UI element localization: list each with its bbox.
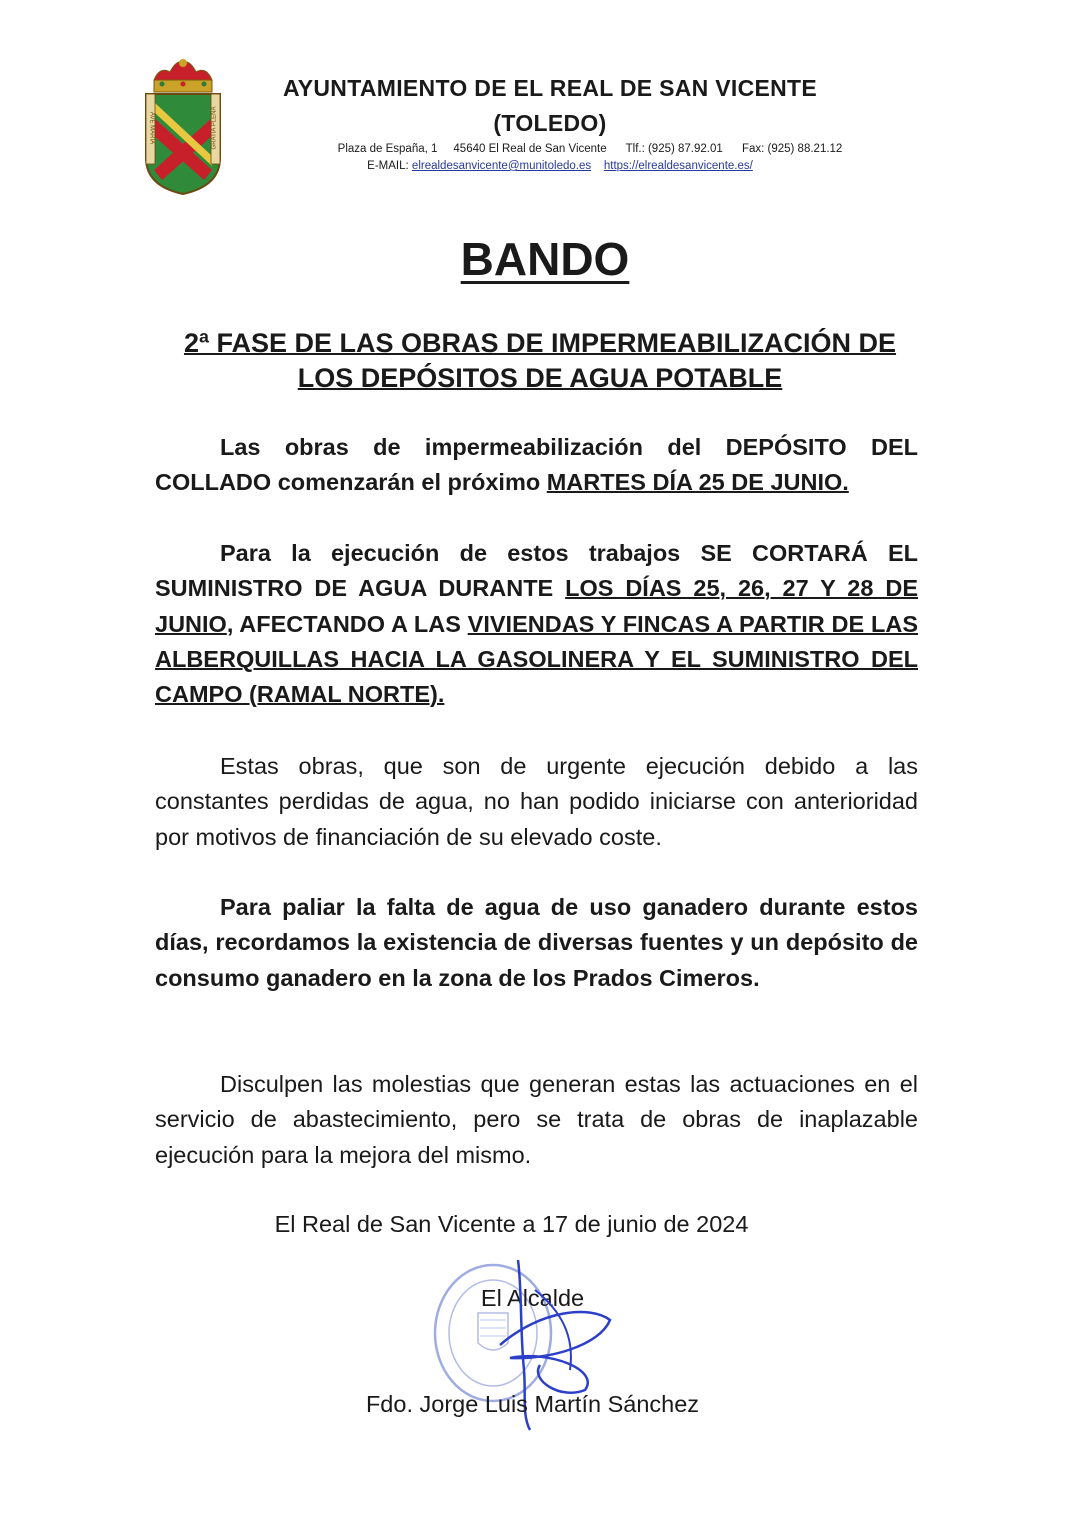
document-subtitle <box>140 326 940 396</box>
crest-text-left: AVE MARIA <box>148 111 155 145</box>
website-link[interactable]: https://elrealdesanvicente.es/ <box>603 160 753 172</box>
header-fax: Fax: (925) 88.21.12 <box>741 143 843 155</box>
p2-days: LOS DÍAS 25, 26, 27 Y 28 DE JUNIO <box>155 575 918 637</box>
paragraph-start-date <box>155 430 918 501</box>
paragraph-water-cut <box>155 536 918 712</box>
coat-of-arms-logo <box>140 58 226 198</box>
subtitle-line-1: 2ª FASE DE LAS OBRAS DE IMPERMEABILIZACIÓN DE <box>183 328 897 358</box>
header-phone: Tlf.: (925) 87.92.01 <box>625 143 723 155</box>
signer-title: El Alcalde <box>480 1285 585 1311</box>
p2-text-a: Para la ejecución de estos trabajos SE CORTARÁ EL SUMINISTRO DE AGUA DURANTE <box>155 540 918 602</box>
subtitle-line-2: LOS DEPÓSITOS DE AGUA POTABLE <box>297 363 783 393</box>
header-province: (TOLEDO) <box>493 110 607 136</box>
paragraph-apology: Disculpen las molestias que generan estas las actuaciones en el servicio de abastecimiento, pero se trata de obras de inaplazable ejecución para la mejora del mismo. <box>155 1071 918 1168</box>
p1-date: MARTES DÍA 25 DE JUNIO. <box>546 469 849 496</box>
p2-affected-area: VIVIENDAS Y FINCAS A PARTIR DE LAS ALBERQUILLAS HACIA LA GASOLINERA Y EL SUMINISTRO DEL CAMPO (RAMAL NORTE). <box>155 610 918 708</box>
email-label: E-MAIL: <box>367 160 409 172</box>
header-postal: 45640 El Real de San Vicente <box>453 143 607 155</box>
header-address: Plaza de España, 1 <box>337 143 438 155</box>
crest-text-right: GRATIA PLENA <box>211 106 218 150</box>
p2-text-c: , AFECTANDO A LAS <box>226 610 468 637</box>
signer-name: Fdo. Jorge Luis Martín Sánchez <box>365 1391 700 1417</box>
date-line: El Real de San Vicente a 17 de junio de 2024 <box>274 1211 749 1237</box>
p1-text: Las obras de impermeabilización del DEPÓSITO DEL COLLADO comenzarán el próximo <box>155 434 918 496</box>
header-web-line <box>200 160 920 172</box>
paragraph-livestock: Para paliar la falta de agua de uso ganadero durante estos días, recordamos la existencia de diversas fuentes y un depósito de consumo ganadero en la zona de los Prados Cimeros. <box>155 894 918 991</box>
header-title: AYUNTAMIENTO DE EL REAL DE SAN VICENTE <box>282 75 818 101</box>
document-heading: BANDO <box>460 233 630 285</box>
paragraph-reason: Estas obras, que son de urgente ejecución debido a las constantes perdidas de agua, no han podido iniciarse con anterioridad por motivos de financiación de su elevado coste. <box>155 753 918 850</box>
header-contact-line <box>230 143 950 155</box>
email-link[interactable]: elrealdesanvicente@munitoledo.es <box>411 160 592 172</box>
